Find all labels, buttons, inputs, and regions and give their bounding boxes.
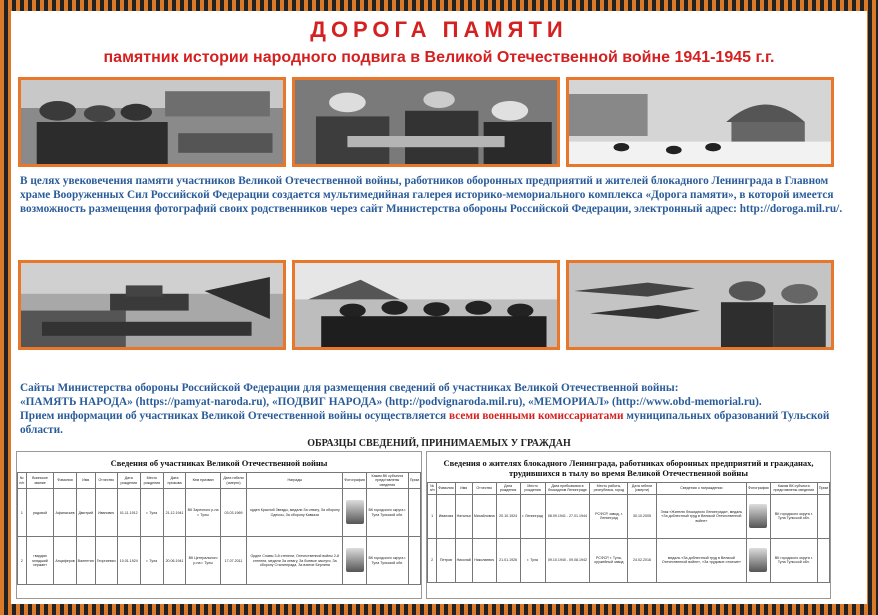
poster [11,11,867,604]
header-cell: Прим [817,483,829,495]
cell: РСФСР, г. Тула, оружейный завод [590,538,628,582]
cell: Георгиевич [95,537,117,585]
cell: 03.03.1969 [220,489,246,537]
cell: 21.12.1941 [163,489,186,537]
sites-line-3: Прием информации об участниках Великой Отечественной войны осуществляется [20,410,449,422]
cell: 17.07.2011 [220,537,246,585]
cell: гвардии младший сержант [26,537,54,585]
header-cell: Отчество [472,483,496,495]
blockade-table [427,482,830,583]
header-cell: Дата гибели (смерти) [628,483,656,495]
intro-end: . [839,203,843,215]
photo-tanks-parade [18,260,286,350]
cell: 30.10.2005 [628,494,656,538]
cell: г. Тула [140,489,163,537]
cell: 01.11.1912 [117,489,140,537]
cell: 1 [18,489,27,537]
photo-soldiers [18,77,286,167]
header-cell: Воинское звание [26,473,54,489]
cell: Наталья [455,494,472,538]
cell: ВК городского округа г. Тула Тульской обл. [366,489,408,537]
photo-cell [747,494,770,538]
photo-factory-workers [292,77,560,167]
header-cell: Место рождения [520,483,545,495]
portrait-photo [749,548,767,572]
doc-blockade-residents [426,451,831,599]
table-row [428,538,830,582]
header-cell: Каким ВК субъекта представлены сведения [770,483,817,495]
portrait-photo [346,500,364,524]
cell: Знак «Жителю блокадного Ленинграда», медаль «За доблестный труд в Великой Отечественной войне» [656,494,746,538]
intro-paragraph [20,174,860,216]
cell: ВК городского округа г. Тула Тульской обл. [770,538,817,582]
cell: Дмитрий [76,489,95,537]
samples-title: ОБРАЗЦЫ СВЕДЕНИЙ, ПРИНИМАЕМЫХ У ГРАЖДАН [307,438,571,449]
sites-line-3-end: муниципальных образований Тульской области. [20,410,830,436]
photo-cell [343,537,366,585]
header-cell: Имя [76,473,95,489]
photo-cell [747,538,770,582]
doroga-link[interactable]: http://doroga.mil.ru/ [739,203,840,215]
cell: 08.09.1941 - 27.01.1944 [545,494,590,538]
header-cell: Фамилия [437,483,455,495]
cell: ВК городского округа г. Тула Тульской обл. [770,494,817,538]
table-row [18,537,421,585]
photo-pilots [566,260,834,350]
poster-title: ДОРОГА ПАМЯТИ [310,17,568,42]
sites-paragraph [20,381,860,437]
table-row [18,489,421,537]
header-cell: Фотография [747,483,770,495]
cell: Николаевич [472,538,496,582]
cell: 24.02.2016 [628,538,656,582]
sites-line-1: Сайты Министерства обороны Российской Федерации для размещения сведений об участниках Великой Отечественной войны: [20,382,679,394]
header-cell: Дата рождения [496,483,520,495]
commissariats-highlight: всеми военными комиссариатами [448,410,624,422]
cell: орден Красной Звезды, медали За отвагу, За оборону Одессы, За оборону Кавказа [247,489,343,537]
header-cell: Отчество [95,473,117,489]
cell [408,489,420,537]
cell: 1 [428,494,437,538]
cell: 2 [428,538,437,582]
cell: Анциферов [54,537,76,585]
cell: Иванович [95,489,117,537]
cell: РСФСР, завод, г. Ленинград [590,494,628,538]
cell: Петров [437,538,455,582]
cell: ВК Заречного р-на г. Тулы [186,489,220,537]
cell: ВК городского округа г. Тула Тульской обл. [366,537,408,585]
header-cell: Кем призван [186,473,220,489]
cell: Михайловна [472,494,496,538]
header-cell: Место работы, республика, город [590,483,628,495]
cell: 20.10.1924 [496,494,520,538]
cell [817,494,829,538]
photo-sailors [292,260,560,350]
photo-row-bottom [18,260,834,350]
table-header-row [18,473,421,489]
doc-participants-title: Сведения об участниках Великой Отечественной войны [110,458,328,468]
header-cell: № п/п [428,483,437,495]
header-cell: Каким ВК субъекта представлены сведения [366,473,408,489]
doc-participants [16,451,422,599]
table-row [428,494,830,538]
photo-row-top [18,77,834,167]
cell: Афанасьев [54,489,76,537]
photo-cell [343,489,366,537]
header-cell: Имя [455,483,472,495]
cell: г. Тула [140,537,163,585]
header-cell: Фотография [343,473,366,489]
portrait-photo [346,548,364,572]
cell: 20.06.1941 [163,537,186,585]
cell: 10.01.1924 [117,537,140,585]
cell: ВК Центрального р-на г. Тулы [186,537,220,585]
header-cell: Дата рождения [117,473,140,489]
photo-leningrad-blockade [566,77,834,167]
cell: Орден Славы 3-й степени, Отечественной войны 2-й степени, медали За отвагу, За боевые заслуги, За оборону Сталинграда, За взятие Берлина [247,537,343,585]
header-cell: Дата призыва [163,473,186,489]
header-cell: Награды [247,473,343,489]
header-cell: Фамилия [54,473,76,489]
header-cell: Место рождения [140,473,163,489]
cell: г. Ленинград [520,494,545,538]
doc-blockade-title: Сведения о жителях блокадного Ленинграда, работниках оборонных предприятий и гражданах, трудившихся в тылу во время Великой Отечественной войны [443,458,814,478]
header-cell: Дата гибели (смерти) [220,473,246,489]
participants-table [17,472,421,585]
cell: 21.01.1926 [496,538,520,582]
cell: 09.10.1940 - 09.08.1942 [545,538,590,582]
header-cell: Прим [408,473,420,489]
cell: г. Тула [520,538,545,582]
cell [408,537,420,585]
cell: 2 [18,537,27,585]
cell: рядовой [26,489,54,537]
cell: Валентин [76,537,95,585]
poster-subtitle: памятник истории народного подвига в Великой Отечественной войне 1941-1945 г.г. [103,49,775,66]
cell: Иванова [437,494,455,538]
cell: медаль «За доблестный труд в Великой Отечественной войне», «За трудовое отличие» [656,538,746,582]
header-cell: Дата пребывания в блокадном Ленинграде [545,483,590,495]
cell: Николай [455,538,472,582]
header-cell: Сведения о награждении [656,483,746,495]
header-cell: № п/п [18,473,27,489]
intro-text: В целях увековечения памяти участников Великой Отечественной войны, работников оборонных предприятий и жителей блокадного Ленинграда в Главном храме Вооруженных Сил Российской Федерации создается мультимедийная галерея историко-мемориального комплекса «Дорога памяти», в которой имеется возможность размещения фотографий своих родственников через сайт Министерства обороны Российской Федерации, электронный адрес: [20,175,834,215]
portrait-photo [749,504,767,528]
cell [817,538,829,582]
table-header-row [428,483,830,495]
sites-line-2[interactable]: «ПАМЯТЬ НАРОДА» (https://pamyat-naroda.ru), «ПОДВИГ НАРОДА» (http://podvignaroda.mil.ru), «МЕМОРИАЛ» (http://www.obd-memorial.ru). [20,396,762,408]
